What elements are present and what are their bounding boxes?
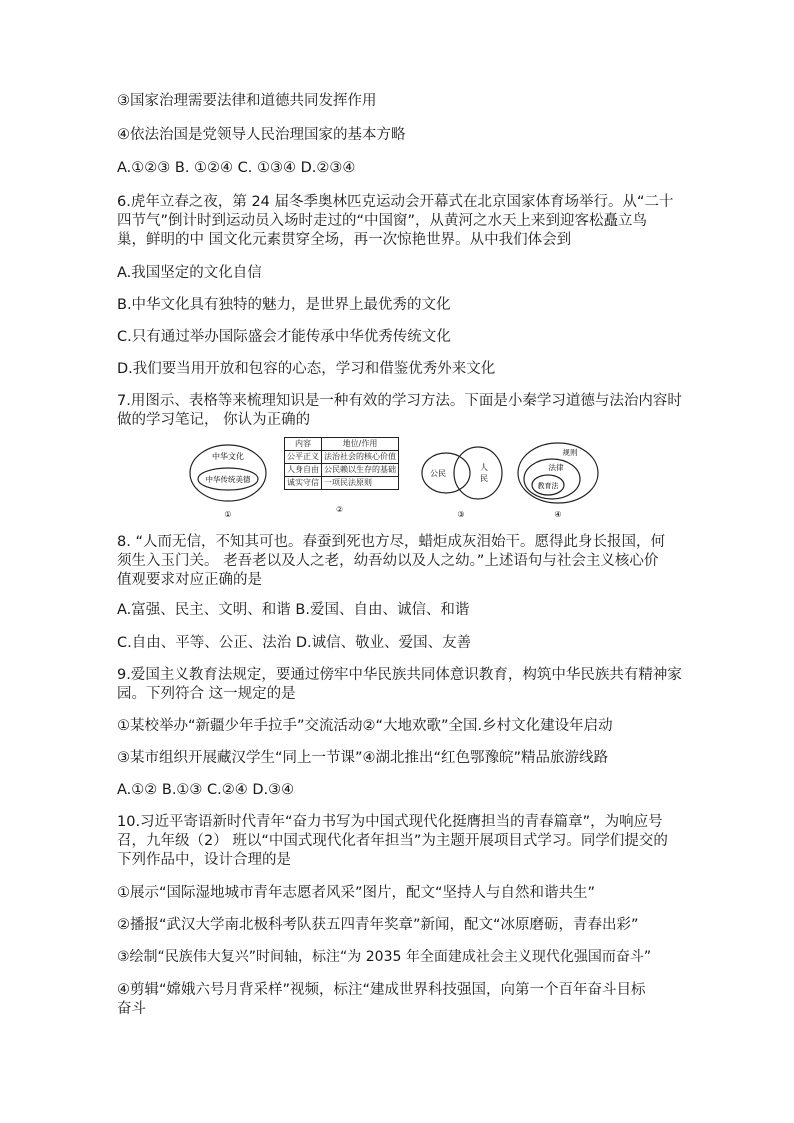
option-d: D.我们要当用开放和包容的心态，学习和借鉴优秀外来文化 xyxy=(117,361,496,377)
question-6-stem: 巢，鲜明的中 国文化元素贯穿全场，再一次惊艳世界。从中我们体会到 xyxy=(117,232,572,248)
statement-line: ③绘制“民族伟大复兴”时间轴，标注“为 2035 年全面建成社会主义现代化强国而奋斗” xyxy=(117,949,652,965)
table-row xyxy=(285,464,399,477)
table-cell: 诚实守信 xyxy=(285,477,322,490)
figure-2-table xyxy=(284,437,399,490)
figure-1-diagram xyxy=(186,437,276,521)
option-b: B.中华文化具有独特的魅力，是世界上最优秀的文化 xyxy=(117,297,451,313)
question-10-stem: 召，九年级（2） 班以“中国式现代化者年担当”为主题开展项目式学习。同学们提交的 xyxy=(117,833,668,849)
question-10-stem: 10.习近平寄语新时代青年“奋力书写为中国式现代化挺膺担当的青春篇章”，为响应号 xyxy=(117,814,663,830)
figure-4-inner-label: 教育法 xyxy=(537,482,559,490)
statement-line: ①某校举办“新疆少年手拉手”交流活动②“大地欢歌”全国.乡村文化建设年启动 xyxy=(117,718,613,734)
figure-4-number: ④ xyxy=(554,510,562,519)
statement-line: ③某市组织开展藏汉学生“同上一节课”④湖北推出“红色鄂豫皖”精品旅游线路 xyxy=(117,750,609,766)
statement-line: ②播报“武汉大学南北极科考队获五四青年奖章”新闻，配文“冰原磨砺，青春出彩” xyxy=(117,917,639,933)
figure-4 xyxy=(512,437,606,521)
statement-line: ④剪辑“嫦娥六号月背采样”视频，标注“建成世界科技强国，向第一个百年奋斗目标 xyxy=(117,982,646,998)
table-cell: 公平正义 xyxy=(285,451,322,464)
figure-4-outer-label: 规则 xyxy=(562,448,578,457)
question-10-stem: 下列作品中，设计合理的是 xyxy=(117,852,291,868)
text-line: ③国家治理需要法律和道德共同发挥作用 xyxy=(117,93,377,109)
figure-3-right-label-top: 人 xyxy=(480,463,488,472)
figure-3-diagram xyxy=(418,437,504,521)
question-8-stem: 值观要求对应正确的是 xyxy=(117,572,262,588)
table-row xyxy=(285,451,399,464)
question-7-stem: 做的学习笔记， 你认为正确的 xyxy=(117,412,311,428)
figure-3-right-label-bottom: 民 xyxy=(480,474,488,483)
statement-line: 奋斗 xyxy=(117,1001,146,1017)
question-9-stem: 园。下列符合 这一规定的是 xyxy=(117,686,296,702)
figure-3-left-label: 公民 xyxy=(430,469,446,478)
answer-options: A.①②③ B. ①②④ C. ①③④ D.②③④ xyxy=(117,160,356,176)
question-7-stem: 7.用图示、表格等来梳理知识是一种有效的学习方法。下面是小秦学习道德与法治内容时 xyxy=(117,393,682,409)
answer-options: A.①② B.①③ C.②④ D.③④ xyxy=(117,782,295,798)
table-header: 内容 xyxy=(285,438,322,451)
table-cell: 法治社会的核心价值 xyxy=(322,451,399,464)
study-notes-figures xyxy=(186,437,606,521)
answer-options: A.富强、民主、文明、和谐 B.爱国、自由、诚信、和谐 xyxy=(117,602,470,618)
question-8-stem: 8. “人而无信，不知其可也。春蚕到死也方尽，蜡炬成灰泪始干。愿得此身长报国，何 xyxy=(117,534,665,550)
option-a: A.我国坚定的文化自信 xyxy=(117,265,262,281)
table-row xyxy=(285,477,399,490)
statement-line: ①展示“国际湿地城市青年志愿者风采”图片，配文“坚持人与自然和谐共生” xyxy=(117,885,596,901)
question-9-stem: 9.爱国主义教育法规定，要通过傍牢中华民族共同体意识教育，构筑中华民族共有精神家 xyxy=(117,667,682,683)
figure-2-number: ② xyxy=(336,505,344,514)
table-header-row xyxy=(285,438,399,451)
figure-3 xyxy=(418,437,504,521)
question-6-stem: 四节气”倒计时到运动员入场时走过的“中国窗”，从黄河之水天上来到迎客松矗立鸟 xyxy=(117,213,648,229)
question-8-stem: 须生入玉门关。 老吾老以及人之老，幼吾幼以及人之幼。”上述语句与社会主义核心价 xyxy=(117,553,659,569)
figure-1 xyxy=(186,437,276,521)
table-cell: 一项民法原则 xyxy=(322,477,399,490)
figure-3-number: ③ xyxy=(457,510,465,519)
question-6-stem: 6.虎年立春之夜，第 24 届冬季奥林匹克运动会开幕式在北京国家体育场举行。从“二十 xyxy=(117,194,674,210)
figure-1-outer-label: 中华文化 xyxy=(212,452,244,461)
table-cell: 公民赖以生存的基础 xyxy=(322,464,399,477)
figure-4-diagram xyxy=(512,437,606,521)
option-c: C.只有通过举办国际盛会才能传承中华优秀传统文化 xyxy=(117,329,451,345)
figure-1-number: ① xyxy=(224,510,232,519)
table-cell: 人身自由 xyxy=(285,464,322,477)
text-line: ④依法治国是党领导人民治理国家的基本方略 xyxy=(117,127,406,143)
table-header: 地位/作用 xyxy=(322,438,399,451)
figure-1-inner-label: 中华传统美德 xyxy=(205,475,251,484)
figure-2 xyxy=(284,437,408,521)
figure-4-middle-label: 法律 xyxy=(548,463,564,472)
answer-options: C.自由、平等、公正、法治 D.诚信、敬业、爱国、友善 xyxy=(117,635,472,651)
